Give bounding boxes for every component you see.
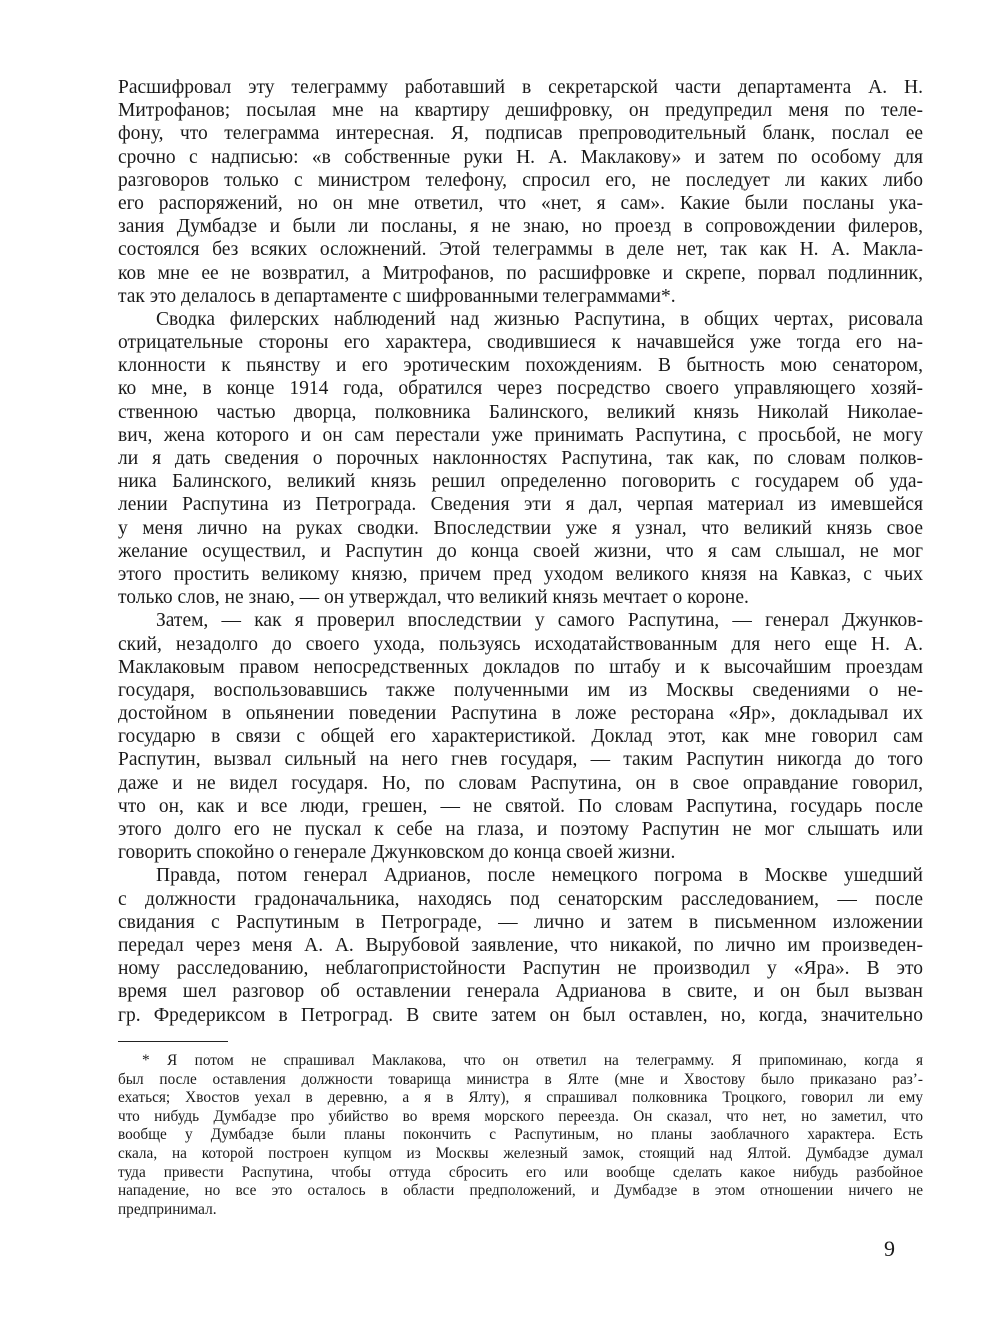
text-line: ли я дать сведения о порочных наклонностях Распутина, так как, по словам полков- xyxy=(118,448,923,469)
text-line: лении Распутина из Петрограда. Сведения эти я дал, черпая материал из имевшейся xyxy=(118,494,923,516)
text-line: государю в связи с общей его характеристикой. Доклад этот, как мне говорил сам xyxy=(118,726,923,748)
text-line: свидания с Распутиным в Петрограде, — лично и затем в письменном изложении xyxy=(118,911,923,933)
footnote xyxy=(118,1052,923,1219)
text-line: нападение, но все это осталось в области предположений, и Думбадзе в этом отношении ничего не xyxy=(118,1182,923,1200)
paragraph xyxy=(118,308,923,609)
text-line: разговоров только с министром телефону, спросил его, не последует ли каких либо xyxy=(118,169,923,191)
text-line: ника Балинского, великий князь решил определенно поговорить с государем об уда- xyxy=(118,471,923,493)
text-line: состоялся без всяких осложнений. Этой телеграммы в деле нет, так как Н. А. Макла- xyxy=(118,239,923,261)
text-line: срочно с надписью: «в собственные руки Н. А. Маклакову» и затем по особому для xyxy=(118,146,923,168)
text-line: Расшифровал эту телеграмму работавший в секретарской части департамента А. Н. xyxy=(118,77,923,98)
text-line: Маклаковым правом непосредственных докладов по штабу и к высочайшим проездам xyxy=(118,656,923,678)
footnotes xyxy=(118,1052,923,1219)
text-line: время шел разговор об оставлении генерала Адрианова в свите, и он был вызван xyxy=(118,981,923,1003)
text-line: что он, как и все люди, грешен, — не святой. По словам Распутина, государь после xyxy=(118,795,923,817)
text-line: фону, что телеграмма интересная. Я, подписав препроводительный бланк, послал ее xyxy=(118,123,923,145)
text-line: с должности градоначальника, находясь под сенаторским расследованием, — после xyxy=(118,888,923,910)
text-line: ехаться; Хвостов уехал в деревню, а я в Ялту), я спрашивал полковника Троцкого, говорил ли ему xyxy=(118,1089,923,1107)
text-line: этого долго его не пускал к себе на глаза, и поэтому Распутин не мог слышать или xyxy=(118,819,923,840)
text-line: говорить спокойно о генерале Джунковском до конца своей жизни. xyxy=(118,842,676,864)
text-line: ский, незадолго до своего ухода, пользуясь исходатайствованным для него еще Н. А. xyxy=(118,633,923,655)
text-line: только слов, не знаю, — он утверждал, что великий князь мечтает о короне. xyxy=(118,587,749,609)
paragraph xyxy=(118,76,923,308)
text-line: скала, на которой построен купцом из Москвы железный замок, стоящий над Ялтой. Думбадзе думал xyxy=(118,1144,923,1162)
text-line: гр. Фредериксом в Петроград. В свите затем он был оставлен, но, когда, значительно xyxy=(118,1004,923,1026)
text-line: предпринимал. xyxy=(118,1200,217,1218)
text-line: у меня лично на руках сводки. Впоследствии уже я узнал, что великий князь свое xyxy=(118,517,923,539)
text-line: туда привести Распутина, чтобы оттуда сбросить его или вообще сделать какое нибудь разбойное xyxy=(118,1163,923,1181)
main-text xyxy=(118,76,923,1027)
text-line: ко мне, в конце 1914 года, обратился через посредство своего управляющего хозяй- xyxy=(118,378,923,400)
page-number: 9 xyxy=(884,1236,895,1261)
text-line: вич, жена которого и он сам перестали уже принимать Распутина, с просьбой, не могу xyxy=(118,424,923,446)
paragraph xyxy=(118,864,923,1026)
text-line: ному расследованию, неблагопристойности Распутин не производил у «Яра». В это xyxy=(118,958,923,980)
text-line: его распоряжений, но он мне ответил, что «нет, я сам». Какие были посланы ука- xyxy=(118,192,923,214)
footnote-divider xyxy=(118,1041,228,1042)
paragraph xyxy=(118,609,923,864)
text-line: передал через меня А. А. Вырубовой заявление, что никакой, по лично им произведен- xyxy=(118,934,923,956)
text-line: даже и не видел государя. Но, по словам Распутина, он в свое оправдание говорил, xyxy=(118,772,923,794)
text-line: Сводка филерских наблюдений над жизнью Распутина, в общих чертах, рисовала xyxy=(156,308,923,330)
text-line: Правда, потом генерал Адрианов, после немецкого погрома в Москве ушедший xyxy=(156,865,923,887)
text-line: зания Думбадзе и были ли посланы, я не знаю, но проезд в сопровождении филеров, xyxy=(118,216,923,238)
text-line: так это делалось в департаменте с шифрованными телеграммами*. xyxy=(118,285,676,307)
text-line: Митрофанов; посылая мне на квартиру дешифровку, он предупредил меня по теле- xyxy=(118,100,923,122)
text-line: государя, воспользовавшись также полученными им из Москвы сведениями о не- xyxy=(118,679,923,701)
text-line: Затем, — как я проверил впоследствии у самого Распутина, — генерал Джунков- xyxy=(156,610,923,632)
text-line: достойном в опьянении поведении Распутина в ложе ресторана «Яр», докладывал их xyxy=(118,703,923,725)
text-line: Распутин, вызвал сильный на него гнев государя, — таким Распутин никогда до того xyxy=(118,749,923,771)
text-line: желание осуществил, и Распутин до конца своей жизни, что я сам слышал, не мог xyxy=(118,540,923,562)
text-line: ственною частью дворца, полковника Балинского, великий князь Николай Николае- xyxy=(118,401,923,423)
text-line: вообще у Думбадзе были планы покончить с Распутиным, но планы заоблачного характера. Есть xyxy=(118,1126,923,1144)
text-line: что нибудь Думбадзе про убийство во время морского переезда. Он сказал, что нет, но заметил, что xyxy=(118,1107,923,1125)
text-line: отрицательные стороны его характера, сводившиеся к начавшейся уже тогда его на- xyxy=(118,332,923,354)
text-line: этого простить великому князю, причем пред уходом великого князя на Кавказ, с чьих xyxy=(118,563,923,585)
text-line: был после оставления должности товарища министра в Ялте (мне и Хвостову было приказано раз’- xyxy=(118,1070,923,1088)
text-line: клонности к пьянству и его эротическим похождениям. В бытность мою сенатором, xyxy=(118,355,923,377)
text-line: ков мне ее не возвратил, а Митрофанов, по расшифровке и скрепе, порвал подлинник, xyxy=(118,262,923,284)
text-line: * Я потом не спрашивал Маклакова, что он ответил на телеграмму. Я припоминаю, когда я xyxy=(142,1052,923,1069)
